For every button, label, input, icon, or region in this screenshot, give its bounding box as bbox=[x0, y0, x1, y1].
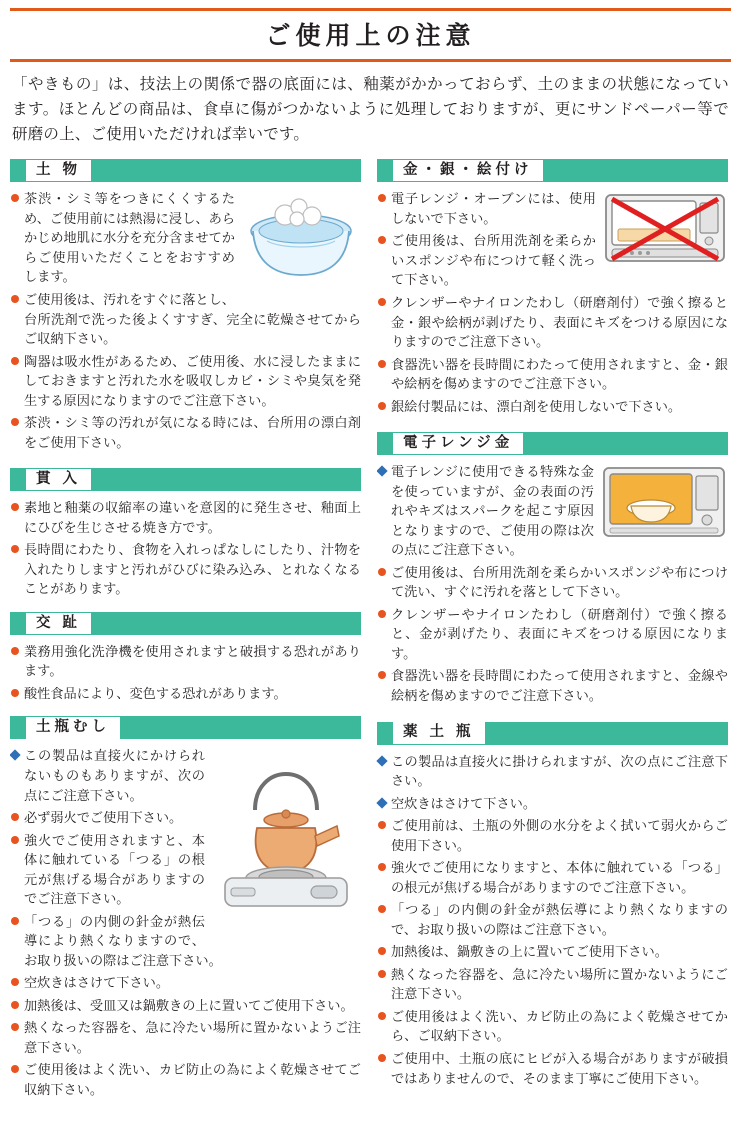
bullet-list-tsuchimono bbox=[10, 189, 361, 452]
list-item: ご使用後は、台所用洗剤を柔らかいスポンジや布につけて洗い、すぐに汚れを落として下さい。 bbox=[377, 563, 728, 602]
section-title: 土 物 bbox=[26, 160, 91, 181]
section-title: 土瓶むし bbox=[26, 717, 120, 738]
section-heading-kusuridobin bbox=[377, 722, 728, 745]
section-heading-tsuchimono bbox=[10, 159, 361, 182]
content-columns bbox=[10, 159, 731, 1115]
list-item: ご使用前は、土瓶の外側の水分をよく拭いて弱火からご使用下さい。 bbox=[377, 816, 728, 855]
section-heading-dobinmushi bbox=[10, 716, 361, 739]
section-heading-kinginetsuke bbox=[377, 159, 728, 182]
section-title: 薬 土 瓶 bbox=[393, 722, 485, 743]
page-title: ご使用上の注意 bbox=[265, 22, 476, 50]
section-body-kochi bbox=[10, 642, 361, 704]
bullet-list-kinginetsuke bbox=[377, 189, 728, 416]
list-item: 熱くなった容器を、急に冷たい場所に置かないようにご注意下さい。 bbox=[377, 965, 728, 1004]
bullet-list-kochi bbox=[10, 642, 361, 704]
list-item: 業務用強化洗浄機を使用されますと破損する恐れがあります。 bbox=[10, 642, 361, 681]
list-item: 「つる」の内側の針金が熱伝導により熱くなりますので、お取り扱いの際はご注意下さい。 bbox=[377, 900, 728, 939]
list-item: ご使用後は、台所用洗剤を柔らかいスポンジや布につけて軽く洗って下さい。 bbox=[377, 231, 728, 290]
bullet-list-kannyu bbox=[10, 498, 361, 599]
section-body-kusuridobin bbox=[377, 752, 728, 1089]
diamond-bullet-icon bbox=[10, 750, 21, 761]
section-heading-denshirenjikin bbox=[377, 432, 728, 455]
list-item: 陶器は吸水性があるため、ご使用後、水に浸したままにしておきますと汚れた水を吸収しカビ・シミや臭気を発生する原因になりますのでご注意下さい。 bbox=[10, 352, 361, 411]
diamond-bullet-icon bbox=[376, 755, 387, 766]
section-body-kinginetsuke bbox=[377, 189, 728, 419]
section-title: 交 趾 bbox=[26, 613, 91, 634]
list-item: クレンザーやナイロンたわし（研磨剤付）で強く擦ると金・銀や絵柄が剥げたり、表面にキズをつける原因になりますのでご注意下さい。 bbox=[377, 293, 728, 352]
list-item: 電子レンジに使用できる特殊な金を使っていますが、金の表面の汚れやキズはスパークを起こす原因となりますので、ご使用の際は次の点にご注意下さい。 bbox=[377, 462, 728, 560]
intro-paragraph: 「やきもの」は、技法上の関係で器の底面には、釉薬がかかっておらず、土のままの状態になっています。ほとんどの商品は、食卓に傷がつかないように処理しておりますが、更にサンドペーパー等で研磨の上、ご使用いただければ幸いです。 bbox=[12, 76, 729, 144]
list-item: 銀絵付製品には、漂白剤を使用しないで下さい。 bbox=[377, 397, 728, 417]
section-heading-kannyu bbox=[10, 468, 361, 491]
list-item: ご使用後はよく洗い、カビ防止の為によく乾燥させてから、ご収納下さい。 bbox=[377, 1007, 728, 1046]
list-item: 加熱後は、受皿又は鍋敷きの上に置いてご使用下さい。 bbox=[10, 996, 361, 1016]
diamond-bullet-icon bbox=[377, 466, 388, 477]
bullet-list-denshirenjikin bbox=[377, 462, 728, 705]
list-item: 加熱後は、鍋敷きの上に置いてご使用下さい。 bbox=[377, 942, 728, 962]
list-item: 茶渋・シミ等の汚れが気になる時には、台所用の漂白剤をご使用下さい。 bbox=[10, 413, 361, 452]
section-body-denshirenjikin bbox=[377, 462, 728, 708]
section-heading-kochi bbox=[10, 612, 361, 635]
section-body-kannyu bbox=[10, 498, 361, 599]
right-column bbox=[377, 159, 728, 1101]
list-item: 食器洗い器を長時間にわたって使用されますと、金線や絵柄を傷めますのでご注意下さい。 bbox=[377, 666, 728, 705]
list-item: 必ず弱火でご使用下さい。 bbox=[10, 808, 361, 828]
list-item: 素地と釉薬の収縮率の違いを意図的に発生させ、釉面上にひびを生じさせる焼き方です。 bbox=[10, 498, 361, 537]
diamond-bullet-icon bbox=[376, 797, 387, 808]
left-column bbox=[10, 159, 361, 1115]
list-item: 食器洗い器を長時間にわたって使用されますと、金・銀や絵柄を傷めますのでご注意下さい。 bbox=[377, 355, 728, 394]
list-item: 熱くなった容器を、急に冷たい場所に置かないようご注意下さい。 bbox=[10, 1018, 361, 1057]
section-body-tsuchimono bbox=[10, 189, 361, 455]
list-item: 強火でご使用されますと、本体に触れている「つる」の根元が焦げる場合がありますのでご注意下さい。 bbox=[10, 831, 361, 909]
list-item: クレンザーやナイロンたわし（研磨剤付）で強く擦ると、金が剥げたり、表面にキズをつける原因になります。 bbox=[377, 605, 728, 664]
list-item: 長時間にわたり、食物を入れっぱなしにしたり、汁物を入れたりしますと汚れがひびに染み込み、とれなくなることがあります。 bbox=[10, 540, 361, 599]
page-title-bar bbox=[10, 8, 731, 62]
list-item: 茶渋・シミ等をつきにくくするため、ご使用前には熱湯に浸し、あらかじめ地肌に水分を充分含ませてからご使用いただくことをおすすめします。 bbox=[10, 189, 361, 287]
section-title: 金・銀・絵付け bbox=[393, 160, 543, 181]
list-item: ご使用後は、汚れをすぐに落とし、台所洗剤で洗った後よくすすぎ、完全に乾燥させてからご収納下さい。 bbox=[10, 290, 361, 349]
list-item: 電子レンジ・オーブンには、使用しないで下さい。 bbox=[377, 189, 728, 228]
list-item: 強火でご使用になりますと、本体に触れている「つる」の根元が焦げる場合がありますのでご注意下さい。 bbox=[377, 858, 728, 897]
list-item: 空炊きはさけて下さい。 bbox=[10, 973, 361, 993]
list-item: この製品は直接火にかけられないものもありますが、次の点にご注意下さい。 bbox=[10, 746, 361, 805]
list-item: 空炊きはさけて下さい。 bbox=[377, 794, 728, 814]
section-title: 貫 入 bbox=[26, 469, 91, 490]
list-item: 「つる」の内側の針金が熱伝導により熱くなりますので、お取り扱いの際はご注意下さい。 bbox=[10, 912, 361, 971]
list-item: この製品は直接火に掛けられますが、次の点にご注意下さい。 bbox=[377, 752, 728, 791]
bullet-list-dobinmushi bbox=[10, 746, 361, 1099]
section-title: 電子レンジ金 bbox=[393, 433, 523, 454]
list-item: ご使用中、土瓶の底にヒビが入る場合がありますが破損ではありませんので、そのまま丁寧にご使用下さい。 bbox=[377, 1049, 728, 1088]
bullet-list-kusuridobin bbox=[377, 752, 728, 1089]
section-body-dobinmushi bbox=[10, 746, 361, 1102]
list-item: ご使用後はよく洗い、カビ防止の為によく乾燥させてご収納下さい。 bbox=[10, 1060, 361, 1099]
list-item: 酸性食品により、変色する恐れがあります。 bbox=[10, 684, 361, 704]
